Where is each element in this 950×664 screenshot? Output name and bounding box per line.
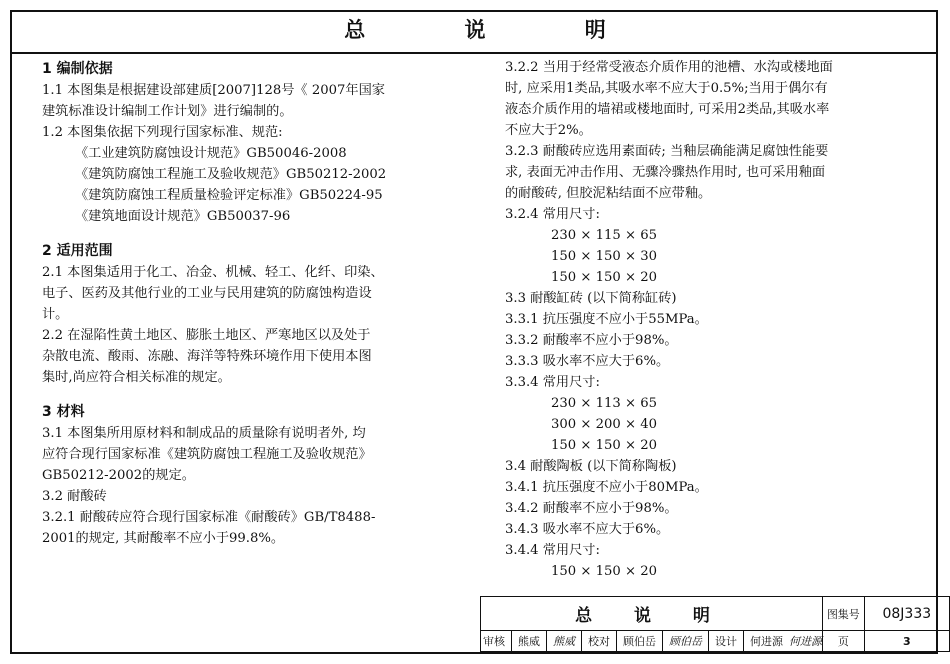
text-line: 300 × 200 × 40	[551, 417, 657, 432]
page-number: 3	[864, 631, 949, 652]
text-line: 1.1 本图集是根据建设部建质[2007]128号《 2007年国家	[42, 83, 385, 98]
text-line: 150 × 150 × 20	[551, 270, 657, 285]
text-line: 电子、医药及其他行业的工业与民用建筑的防腐蚀构造设	[42, 286, 372, 301]
text-line: 3.3.1 抗压强度不应小于55MPa。	[505, 312, 708, 327]
text-line: 《工业建筑防腐蚀设计规范》GB50046-2008	[75, 146, 347, 161]
designer-signature: 何进源	[789, 635, 822, 648]
text-line: 230 × 113 × 65	[551, 396, 657, 411]
text-line: 3.2.2 当用于经常受液态介质作用的池槽、水沟或楼地面	[505, 60, 833, 75]
text-line: 求, 表面无冲击作用、无骤冷骤热作用时, 也可采用釉面	[505, 165, 826, 180]
text-line: 建筑标准设计编制工作计划》进行编制的。	[42, 104, 293, 119]
text-line: 150 × 150 × 20	[551, 438, 657, 453]
paragraph-gap	[42, 227, 462, 241]
text-line: 150 × 150 × 20	[551, 564, 657, 579]
divider	[511, 631, 512, 651]
divider	[616, 631, 617, 651]
text-line: 3.2 耐酸砖	[42, 489, 107, 504]
text-line: 1.2 本图集依据下列现行国家标准、规范:	[42, 125, 283, 140]
text-line: 2001的规定, 其耐酸率不应小于99.8%。	[42, 531, 285, 546]
text-line: 杂散电流、酸雨、冻融、海洋等特殊环境作用下使用本图	[42, 349, 372, 364]
title-divider	[10, 52, 938, 54]
text-line: 3.2.1 耐酸砖应符合现行国家标准《耐酸砖》GB/T8488-	[42, 510, 376, 525]
right-column	[505, 57, 925, 582]
text-line: 3.3.4 常用尺寸:	[505, 375, 600, 390]
title-block	[480, 596, 950, 652]
text-line: 3.2.4 常用尺寸:	[505, 207, 600, 222]
text-line: 3.4.3 吸水率不应大于6%。	[505, 522, 670, 537]
section-heading: 1 编制依据	[42, 61, 113, 77]
reviewer-name: 熊威	[518, 635, 540, 648]
page-title: 总 说 明	[344, 18, 652, 42]
text-line: 3.1 本图集所用原材料和制成品的质量除有说明者外, 均	[42, 426, 366, 441]
text-line: 应符合现行国家标准《建筑防腐蚀工程施工及验收规范》	[42, 447, 372, 462]
section-heading: 3 材料	[42, 404, 85, 420]
signature-strip	[481, 631, 823, 652]
text-line: 液态介质作用的墙裙或楼地面时, 可采用2类品,其吸水率	[505, 102, 830, 117]
text-line: 3.4 耐酸陶板 (以下简称陶板)	[505, 459, 677, 474]
text-line: 2.1 本图集适用于化工、冶金、机械、轻工、化纤、印染、	[42, 265, 384, 280]
text-line: 230 × 115 × 65	[551, 228, 657, 243]
divider	[546, 631, 547, 651]
text-line: 《建筑防腐蚀工程质量检验评定标准》GB50224-95	[75, 188, 383, 203]
section-heading: 2 适用范围	[42, 243, 113, 259]
atlas-number: 08J333	[864, 597, 949, 631]
page-label: 页	[823, 631, 865, 652]
left-column	[42, 59, 462, 549]
text-line: 集时,尚应符合相关标准的规定。	[42, 370, 231, 385]
reviewer-signature: 熊威	[553, 635, 575, 648]
paragraph-gap	[42, 388, 462, 402]
text-line: 150 × 150 × 30	[551, 249, 657, 264]
text-line: 3.3.3 吸水率不应大于6%。	[505, 354, 670, 369]
review-label: 审核	[483, 635, 505, 648]
divider	[662, 631, 663, 651]
atlas-label: 图集号	[823, 597, 865, 631]
text-line: 3.3 耐酸缸砖 (以下简称缸砖)	[505, 291, 677, 306]
text-line: 计。	[42, 307, 69, 322]
title-block-main-title: 总 说 明	[481, 597, 823, 631]
text-line: GB50212-2002的规定。	[42, 468, 195, 483]
text-line: 3.2.3 耐酸砖应选用素面砖; 当釉层确能满足腐蚀性能要	[505, 144, 829, 159]
divider	[581, 631, 582, 651]
divider	[708, 631, 709, 651]
text-line: 3.3.2 耐酸率不应小于98%。	[505, 333, 678, 348]
text-line: 2.2 在湿陷性黄土地区、膨胀土地区、严寒地区以及处于	[42, 328, 371, 343]
designer-name: 何进源	[750, 635, 783, 648]
divider	[743, 631, 744, 651]
checker-signature: 顾伯岳	[669, 635, 702, 648]
text-line: 时, 应采用1类品,其吸水率不应大于0.5%;当用于偶尔有	[505, 81, 828, 96]
text-line: 不应大于2%。	[505, 123, 592, 138]
text-line: 的耐酸砖, 但胶泥粘结面不应带釉。	[505, 186, 712, 201]
checker-name: 顾伯岳	[623, 635, 656, 648]
text-line: 3.4.4 常用尺寸:	[505, 543, 600, 558]
text-line: 3.4.2 耐酸率不应小于98%。	[505, 501, 678, 516]
text-line: 《建筑防腐蚀工程施工及验收规范》GB50212-2002	[75, 167, 387, 182]
check-label: 校对	[588, 635, 610, 648]
text-line: 《建筑地面设计规范》GB50037-96	[75, 209, 291, 224]
text-line: 3.4.1 抗压强度不应小于80MPa。	[505, 480, 708, 495]
design-label: 设计	[715, 635, 737, 648]
